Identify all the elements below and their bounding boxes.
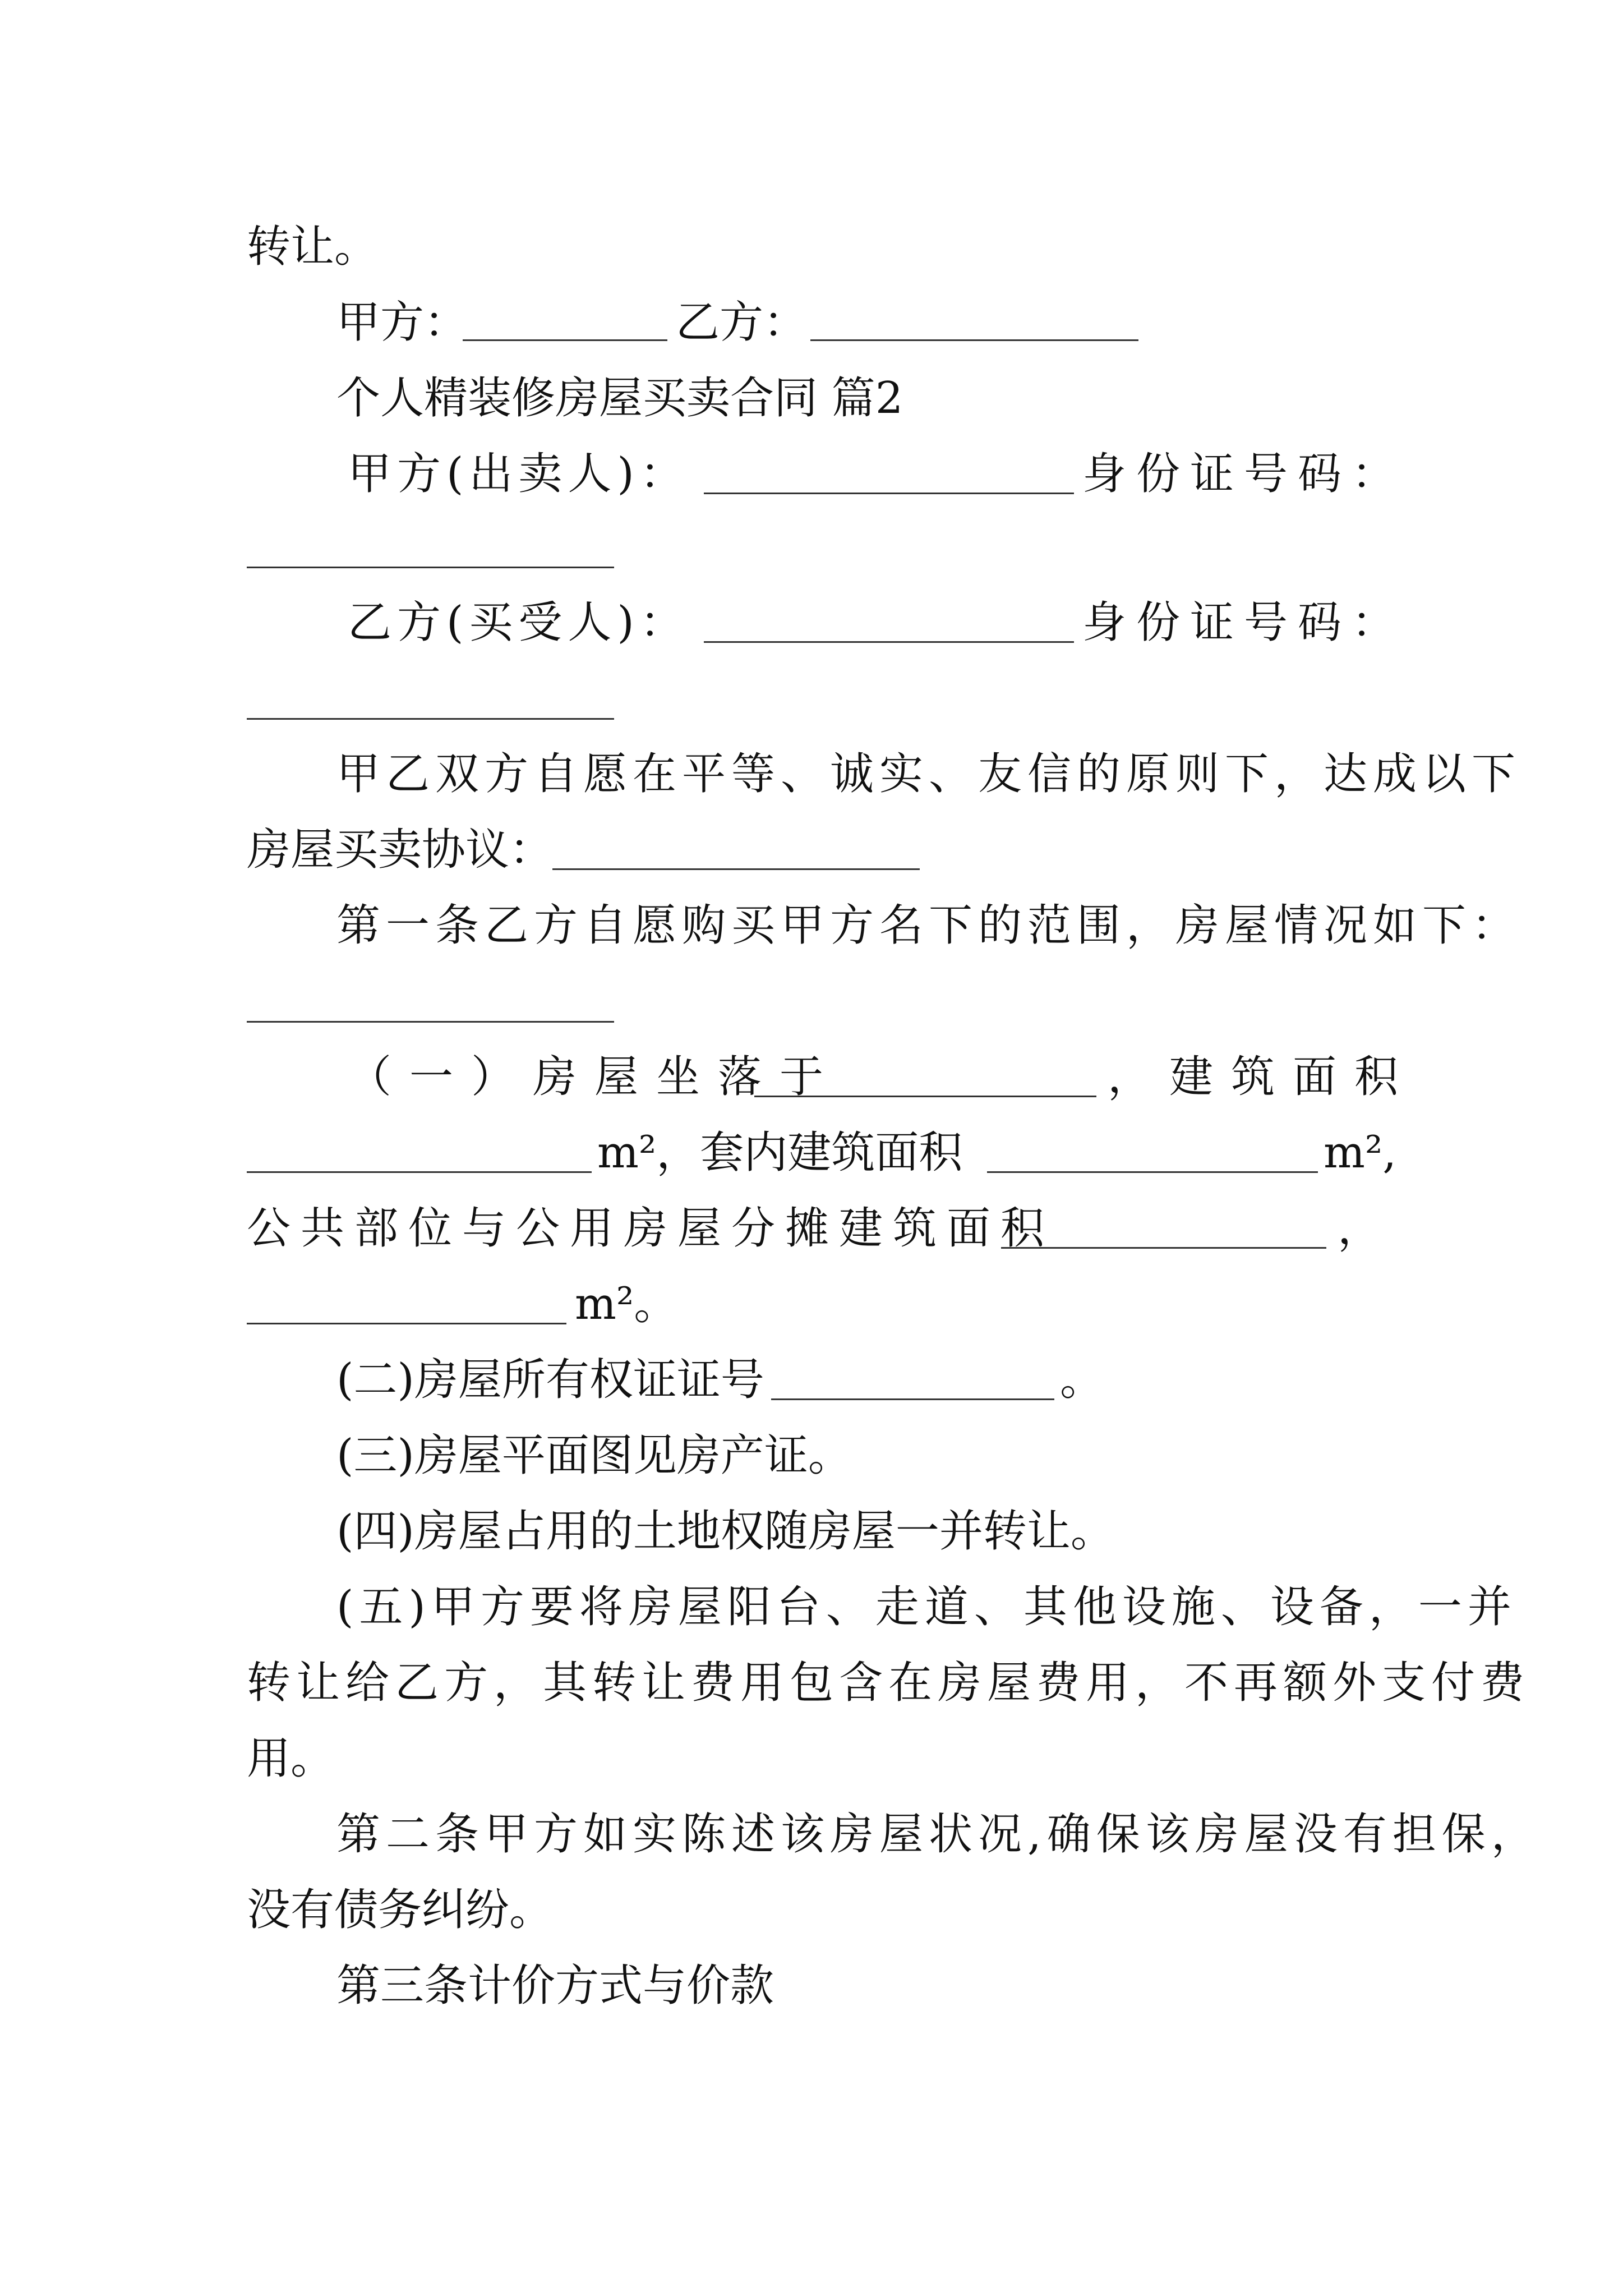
- paragraph-line: [0, 216, 1623, 278]
- paragraph-line: [0, 1576, 1623, 1638]
- text: (四)房屋占用的土地权随房屋一并转让。: [336, 1506, 1114, 1557]
- inner-area-blank[interactable]: [987, 1171, 1318, 1173]
- section-title: [0, 367, 1623, 429]
- text: （一）房屋坐落于: [348, 1052, 842, 1102]
- paragraph-line: [0, 1122, 1623, 1184]
- paragraph-line: [0, 1046, 1623, 1108]
- text: ，: [1338, 1203, 1382, 1254]
- text: ，建筑面积: [1108, 1052, 1417, 1102]
- paragraph-line: [0, 1198, 1623, 1259]
- seller-id-label: 身份证号码：: [1082, 449, 1406, 499]
- text: 第一条乙方自愿购买甲方名下的范围，房屋情况如下：: [336, 900, 1521, 951]
- text: (五)甲方要将房屋阳台、走道、其他设施、设备，一并: [336, 1582, 1517, 1632]
- paragraph-line: [0, 1728, 1623, 1789]
- agreement-blank[interactable]: [552, 868, 920, 870]
- paragraph-line: [0, 743, 1623, 805]
- paragraph-line: [0, 1879, 1623, 1941]
- text: 。: [1060, 1355, 1104, 1405]
- contract-title: 个人精装修房屋买卖合同 篇2: [336, 373, 903, 424]
- seller-name-blank[interactable]: [704, 493, 1074, 494]
- seller-label: 甲方(出卖人)：: [348, 449, 689, 499]
- paragraph-line: [0, 1803, 1623, 1865]
- text: m²，套内建筑面积: [597, 1128, 963, 1178]
- buyer-id-label: 身份证号码：: [1082, 597, 1406, 648]
- building-area-blank[interactable]: [247, 1171, 592, 1173]
- text: 第二条甲方如实陈述该房屋状况,确保该房屋没有担保，: [336, 1809, 1541, 1860]
- text: 公共部位与公用房屋分摊建筑面积: [247, 1203, 1055, 1254]
- paragraph-line: [0, 895, 1623, 956]
- paragraph-line: [0, 819, 1623, 881]
- paragraph-line: [0, 1425, 1623, 1487]
- text: 没有债务纠纷。: [247, 1885, 554, 1935]
- text: 用。: [247, 1733, 335, 1784]
- buyer-id-blank[interactable]: [247, 718, 614, 720]
- text: (三)房屋平面图见房产证。: [336, 1430, 852, 1481]
- buyer-line: [0, 592, 1623, 654]
- text: 转让。: [247, 222, 379, 272]
- party-b-blank[interactable]: [810, 339, 1138, 341]
- party-a-label: 甲方：: [336, 297, 468, 348]
- text: 转让给乙方，其转让费用包含在房屋费用，不再额外支付费: [247, 1658, 1530, 1708]
- paragraph-line: [0, 1955, 1623, 2017]
- paragraph-line: [0, 1273, 1623, 1335]
- seller-id-blank[interactable]: [247, 567, 614, 568]
- text: m²,: [1324, 1128, 1397, 1178]
- text: 第三条计价方式与价款: [336, 1961, 774, 2011]
- text: 房屋买卖协议：: [247, 825, 554, 875]
- paragraph-line: [0, 1501, 1623, 1562]
- paragraph-line: [0, 1652, 1623, 1714]
- text: 甲乙双方自愿在平等、诚实、友信的原则下，达成以下: [336, 749, 1521, 799]
- property-info-blank[interactable]: [247, 1021, 614, 1023]
- text: (二)房屋所有权证证号: [336, 1355, 764, 1405]
- certificate-number-blank[interactable]: [771, 1398, 1054, 1400]
- seller-line: [0, 443, 1623, 505]
- paragraph-line: [0, 1349, 1623, 1411]
- shared-area-value-blank[interactable]: [247, 1323, 566, 1324]
- buyer-name-blank[interactable]: [704, 641, 1074, 643]
- location-blank[interactable]: [754, 1096, 1096, 1097]
- buyer-label: 乙方(买受人)：: [348, 597, 689, 648]
- party-b-label: 乙方：: [676, 297, 808, 348]
- shared-area-blank[interactable]: [1001, 1247, 1326, 1249]
- signature-line: [0, 292, 1623, 353]
- text: m²。: [575, 1279, 678, 1329]
- party-a-blank[interactable]: [463, 339, 667, 341]
